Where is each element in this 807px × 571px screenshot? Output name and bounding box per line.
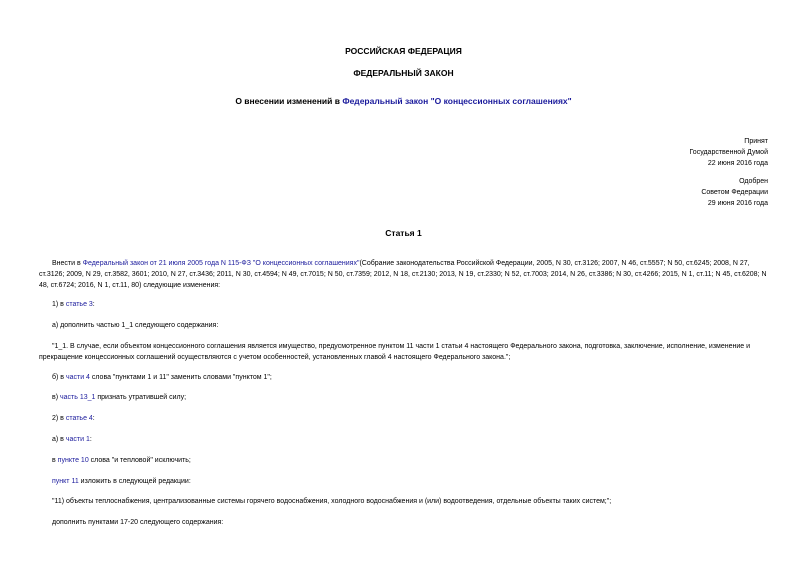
point-10-link[interactable]: пункте 10 xyxy=(57,457,89,464)
item-1a: а) дополнить частью 1_1 следующего содержания: xyxy=(52,322,219,329)
item-2 xyxy=(39,413,768,424)
item-1a-text: "1_1. В случае, если объектом концессионного соглашения является имущество, предусмотренное пунктом 11 части 1 статьи 4 настоящего Федерального закона, подготовка, заключение, исполнение, изменение и прекращение концессионных соглашений осуществляются с учетом особенностей, установленных главой 4 настоящего Федерального закона."; xyxy=(39,343,751,361)
item-1c-prefix: в) xyxy=(52,394,60,401)
approved-label: Одобрен xyxy=(739,178,768,185)
part-4-link[interactable]: части 4 xyxy=(65,374,90,381)
item-2a-p11-suffix: изложить в следующей редакции: xyxy=(78,478,191,485)
point-11-link[interactable]: пункт 11 xyxy=(52,478,79,485)
law-title xyxy=(0,96,807,106)
item-2a-add-points: дополнить пунктами 17-20 следующего содержания: xyxy=(52,519,224,526)
item-2a xyxy=(39,434,768,445)
item-1b xyxy=(39,372,768,383)
item-1 xyxy=(39,299,768,310)
approved-block xyxy=(701,176,768,209)
item-2a-p11 xyxy=(39,476,768,487)
part-13-1-link[interactable]: часть 13_1 xyxy=(60,394,96,401)
item-2a-suffix: : xyxy=(89,436,92,443)
item-2a-prefix: а) в xyxy=(52,436,66,443)
law-title-prefix: О внесении изменений в xyxy=(235,96,343,106)
law-title-link[interactable]: Федеральный закон "О концессионных соглашениях" xyxy=(342,96,572,106)
country-heading: РОССИЙСКАЯ ФЕДЕРАЦИЯ xyxy=(345,46,462,56)
item-2a-p10 xyxy=(39,455,768,466)
adopted-body: Государственной Думой xyxy=(689,149,768,156)
intro-rest: (Собрание законодательства Российской Федерации, 2005, N 30, ст.3126; 2007, N 46, ст.5557; N 50, ст.6245; 2008, N 27, ст.3126; 2009, N 29, ст.3582, 3601; 2010, N 27, ст.3436; 2011, N 30, ст.4594; N 49, ст.7015; N 50, ст.7359; 2012, N 18, ст.2130; 2013, N 19, ст.2330; N 52, ст.7003; 2014, N 26, ст.3386; N 30, ст.4266; 2015, N 1, ст.11; N 45, ст.6208; N 48, ст.6724; 2016, N 1, ст.11, 80) следующие изменения: xyxy=(39,260,767,289)
adopted-label: Принят xyxy=(744,138,768,145)
item-1b-prefix: б) в xyxy=(52,374,66,381)
item-2a-p10-prefix: в xyxy=(52,457,58,464)
article-title: Статья 1 xyxy=(385,228,422,238)
item-2-suffix: : xyxy=(92,415,95,422)
item-1c-suffix: признать утратившей силу; xyxy=(95,394,187,401)
adopted-date: 22 июня 2016 года xyxy=(707,160,768,167)
intro-prefix: Внести в xyxy=(52,260,83,267)
item-2a-p10-suffix: слова "и тепловой" исключить; xyxy=(88,457,191,464)
approved-body: Советом Федерации xyxy=(701,189,768,196)
approved-date: 29 июня 2016 года xyxy=(707,200,768,207)
item-1-prefix: 1) в xyxy=(52,301,66,308)
item-1b-suffix: слова "пунктами 1 и 11" заменить словами "пунктом 1"; xyxy=(89,374,272,381)
item-2-prefix: 2) в xyxy=(52,415,66,422)
law-type-heading: ФЕДЕРАЛЬНЫЙ ЗАКОН xyxy=(353,68,454,78)
intro-paragraph xyxy=(39,258,768,291)
part-1-link[interactable]: части 1 xyxy=(65,436,90,443)
item-1-suffix: : xyxy=(92,301,95,308)
intro-law-link[interactable]: Федеральный закон от 21 июля 2005 года N 115-ФЗ "О концессионных соглашениях" xyxy=(82,260,360,267)
adopted-block xyxy=(689,136,768,169)
item-1c xyxy=(39,392,768,403)
article-3-link[interactable]: статье 3 xyxy=(65,301,93,308)
item-2a-p11-text: "11) объекты теплоснабжения, централизованные системы горячего водоснабжения, холодного водоснабжения и (или) водоотведения, отдельные объекты таких систем;"; xyxy=(52,498,612,505)
article-4-link[interactable]: статье 4 xyxy=(65,415,93,422)
